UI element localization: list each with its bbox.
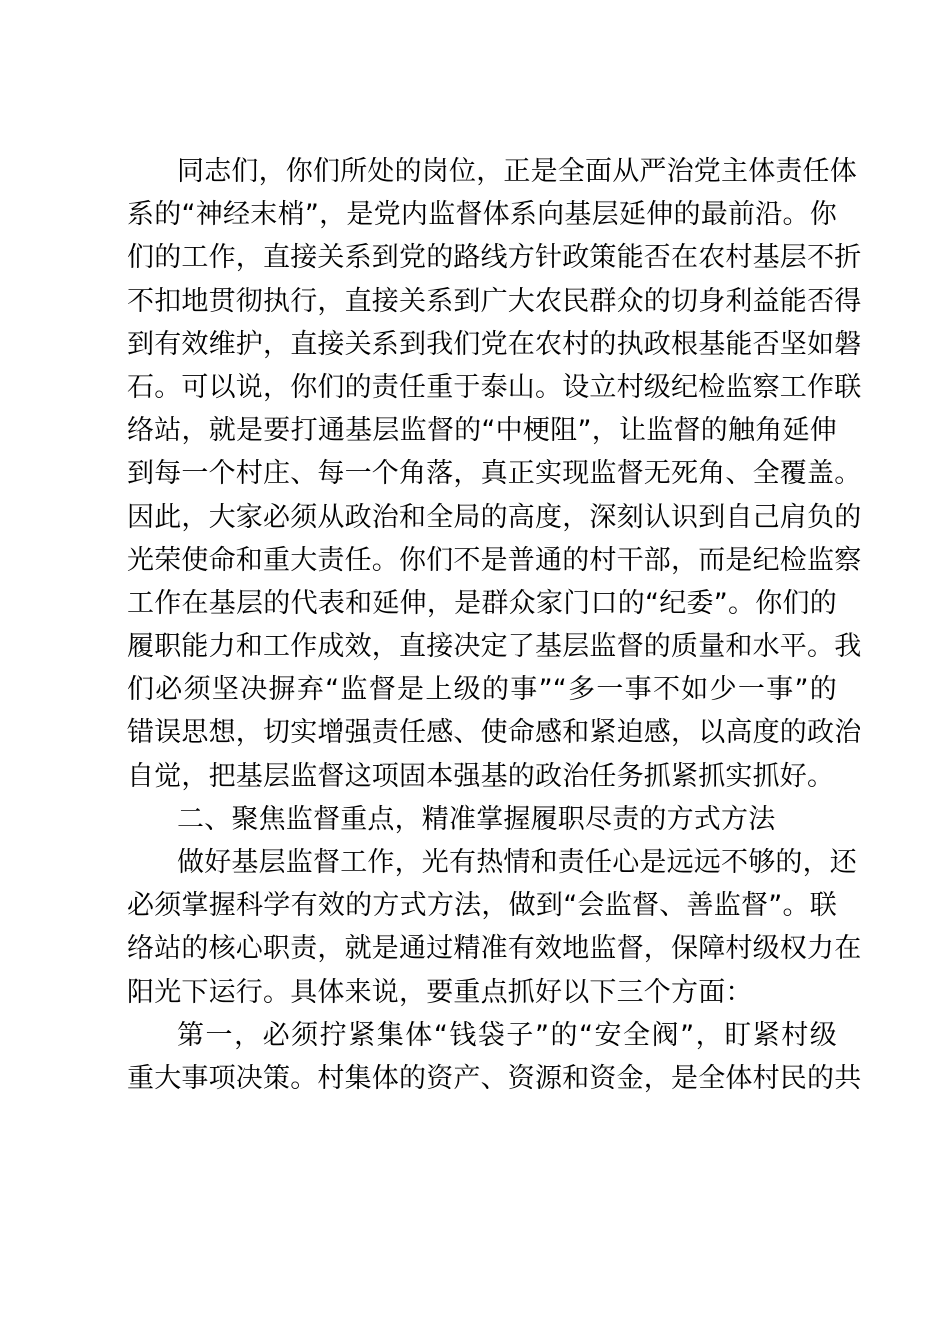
text-line: 石。可以说，你们的责任重于泰山。设立村级纪检监察工作联	[127, 371, 862, 403]
text-line: 必须掌握科学有效的方式方法，做到“会监督、善监督”。联	[127, 890, 837, 922]
text-line: 们必须坚决摒弃“监督是上级的事”“多一事不如少一事”的	[127, 674, 837, 706]
text-line: 阳光下运行。具体来说，要重点抓好以下三个方面：	[127, 976, 753, 1008]
text-line: 履职能力和工作成效，直接决定了基层监督的质量和水平。我	[127, 631, 862, 663]
text-line: 重大事项决策。村集体的资产、资源和资金，是全体村民的共	[127, 1062, 862, 1094]
text-line: 们的工作，直接关系到党的路线方针政策能否在农村基层不折	[127, 242, 862, 274]
document-body	[127, 150, 862, 1100]
text-line: 络站的核心职责，就是通过精准有效地监督，保障村级权力在	[127, 933, 862, 965]
text-line: 因此，大家必须从政治和全局的高度，深刻认识到自己肩负的	[127, 501, 862, 533]
text-line: 工作在基层的代表和延伸，是群众家门口的“纪委”。你们的	[127, 587, 837, 619]
text-line: 光荣使命和重大责任。你们不是普通的村干部，而是纪检监察	[127, 544, 862, 576]
text-line: 二、聚焦监督重点，精准掌握履职尽责的方式方法	[177, 803, 776, 835]
text-line: 错误思想，切实增强责任感、使命感和紧迫感，以高度的政治	[127, 717, 862, 749]
text-line: 不扣地贯彻执行，直接关系到广大农民群众的切身利益能否得	[127, 285, 862, 317]
text-line: 自觉，把基层监督这项固本强基的政治任务抓紧抓实抓好。	[127, 760, 835, 792]
text-line: 到有效维护，直接关系到我们党在农村的执政根基能否坚如磐	[127, 328, 862, 360]
text-line: 络站，就是要打通基层监督的“中梗阻”，让监督的触角延伸	[127, 415, 837, 447]
text-line: 同志们，你们所处的岗位，正是全面从严治党主体责任体	[177, 156, 857, 187]
text-line: 到每一个村庄、每一个角落，真正实现监督无死角、全覆盖。	[127, 458, 862, 490]
text-line: 系的“神经末梢”，是党内监督体系向基层延伸的最前沿。你	[127, 199, 837, 231]
text-line: 第一，必须拧紧集体“钱袋子”的“安全阀”，盯紧村级	[177, 1019, 837, 1051]
text-line: 做好基层监督工作，光有热情和责任心是远远不够的，还	[177, 847, 857, 878]
